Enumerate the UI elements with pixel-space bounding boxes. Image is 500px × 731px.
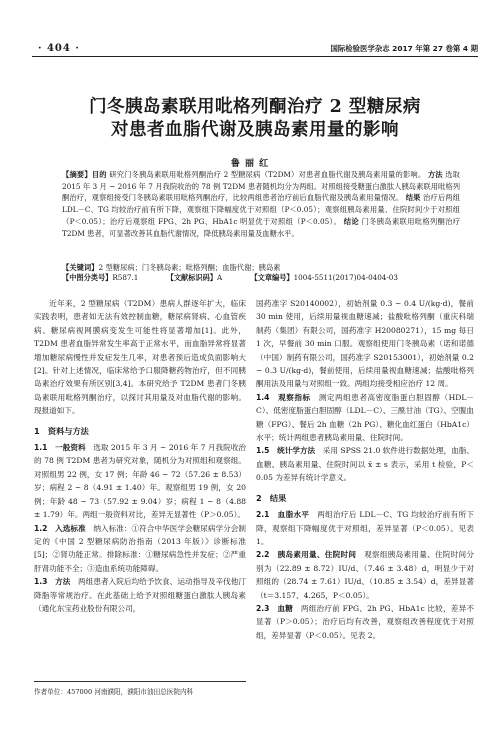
id-label: 【文章编号】: [250, 273, 294, 282]
section-2-1-heading: 2.1 血脂水平: [256, 510, 310, 520]
keywords: [62, 262, 460, 274]
section-1-3: [34, 575, 246, 615]
doc-label: 【文献标识码】: [166, 273, 217, 282]
abstract-label: 【摘要】目的: [62, 170, 107, 179]
section-1-5-heading: 1.5 统计学方法: [256, 446, 316, 456]
abstract-conclusion: 门冬胰岛素联用吡格列酮治疗 T2DM 患者，可显著改善其血脂代谢情况，降低胰岛素用量及血糖水平。: [62, 216, 461, 238]
section-1-1-text: 选取 2015 年 3 月 ~ 2016 年 7 月我院收治的 78 例 T2DM 患者为研究对象，随机分为对照组和观察组。对照组男 22 例，女 17 例；年龄 46 ~ 72（57.26 ± 8.53）岁；病程 2 ~ 8（4.91 ± 1.40）年。观察组男 19 例，女 20 例；年龄 48 ~ 73（57.92 ± 9.04）岁；病程 1 ~ 8（4.88 ± 1.79）年。两组一般资料对比，差异无显著性（P＞0.05）。: [34, 443, 247, 520]
section-1-1-heading: 1.1 一般资料: [34, 443, 86, 453]
section-1-1: [34, 441, 246, 521]
section-2-2-heading: 2.2 胰岛素用量、住院时间: [256, 550, 357, 560]
section-1-heading: 1 资料与方法: [34, 425, 89, 436]
id-value: 1004-5511(2017)04-0404-03: [293, 273, 398, 282]
left-column: [34, 297, 246, 615]
section-1-3-text: 两组患者入院后均给予饮食、运动指导及辛伐他汀降脂等常规治疗。在此基础上给予对照组糖蛋白激肽人胰岛素（通化东宝药业股份有限公司，: [34, 577, 247, 613]
author-affiliation-footnote: 作者单位：457000 河南濮阳，濮阳市油田总医院内科: [34, 681, 246, 696]
article-meta: [62, 273, 424, 283]
section-1-2-text: 纳入标准：①符合中华医学会糖尿病学分会制定的《中国 2 型糖尿病防治指南（2013 年版）》诊断标准[5]；②肾功能正常。排除标准：①糖尿病急性并发症；②严重肝肾功能不全；③造血系统功能障碍。: [34, 523, 247, 573]
clc-value: R587.1: [112, 273, 139, 282]
section-2-2: [256, 548, 474, 602]
method-continued: 国药准字 S20140002），初始剂量 0.3 ~ 0.4 U/(kg·d)，餐前 30 min 使用，后续用量视血糖速减；盐酸吡格列酮（重庆科瑞制药（集团）有限公司，国药准字 H20080271），15 mg 每日 1 次，早餐前 30 min 口服。观察组使用门冬胰岛素（诺和诺德（中国）制药有限公司，国药准字 S20153001），初始剂量 0.2 ~ 0.3 U/(kg·d)，餐前使用，后续用量视血糖速减；盐酸吡格列酮用法及用量与对照组一致。两组均接受相应治疗 12 周。: [256, 299, 474, 389]
header-rule: [32, 56, 478, 57]
abstract-objective: 研究门冬胰岛素联用吡格列酮治疗 2 型糖尿病（T2DM）对患者血脂代谢及胰岛素用量的影响。: [109, 170, 426, 179]
keywords-text: 2 型糖尿病；门冬胰岛素；吡格列酮；血脂代谢；胰岛素: [98, 263, 281, 272]
abstract-method-label: 方法: [427, 170, 443, 179]
doc-value: A: [216, 273, 223, 282]
title-line-2: 对患者血脂代谢及胰岛素用量的影响: [111, 120, 399, 140]
abstract: [62, 169, 460, 239]
abstract-conclusion-label: 结论: [343, 216, 359, 226]
right-column: [256, 297, 474, 642]
abstract-result-label: 结果: [405, 193, 421, 203]
page-number: · 404 ·: [38, 43, 80, 54]
intro-paragraph: 近年来，2 型糖尿病（T2DM）患病人群逐年扩大，临床实践表明，患者如无法有效控制血糖，糖尿病肾病、心血管疾病、糖尿病视网膜病变发生可能性将显著增加[1]。此外，T2DM 患者血脂异常发生率高于正常水平，而血脂异常将显著增加糖尿病慢性并发症发生几率，对患者预后造成负面影响大[2]。针对上述情况，临床常给予口服降糖药物治疗，但不同胰岛素治疗效果有所区别[3,4]。本研究给予 T2DM 患者门冬胰岛素联用吡格列酮治疗，以探讨其用量及对血脂代谢的影响。现报道如下。: [34, 299, 246, 416]
section-1-2: [34, 522, 246, 576]
section-1-3-heading: 1.3 方法: [34, 577, 71, 587]
journal-name: 国际检验医学杂志 2017 年第 27 卷第 4 期: [330, 44, 478, 53]
title-line-1: 门冬胰岛素联用吡格列酮治疗 2 型糖尿病: [89, 97, 421, 117]
abstract-method: 选取 2015 年 3 月 ~ 2016 年 7 月我院收治的 78 例 T2DM 患者随机均分为两组。对照组接受糖蛋白激肽人胰岛素联用吡格列酮治疗，观察组接受门冬胰岛素联用吡格列酮治疗，比较两组患者治疗前后血脂代谢及胰岛素用量情况。: [62, 170, 460, 203]
section-1-4-text: 测定两组患者高密度脂蛋白胆固醇（HDL－C）、低密度脂蛋白胆固醇（LDL－C）、三酰甘油（TG）、空腹血糖（FPG）、餐后 2h 血糖（2h PG）、糖化血红蛋白（HbA1c）水平；统计两组患者胰岛素用量、住院时间。: [256, 392, 474, 443]
section-2-heading: 2 结果: [256, 492, 287, 503]
section-1-4-heading: 1.4 观察指标: [256, 392, 311, 402]
section-2-3-heading: 2.3 血糖: [256, 603, 294, 613]
section-2-3-text: 两组治疗前 FPG、2h PG、HbA1c 比较，差异不显著（P＞0.05）；治疗后均有改善，观察组改善程度优于对照组，差异显著（P＜0.05）。见表 2。: [256, 603, 474, 640]
abstract-result: 治疗后两组 LDL－C、TG 均较治疗前有所下降，观察组下降幅度优于对照组（P＜0.05）；观察组胰岛素用量、住院时间少于对照组（P＜0.05）；治疗后观察组 FPG、2h PG、HbA1c 明显优于对照组（P＜0.05）。: [62, 193, 461, 226]
section-2-3: [256, 602, 474, 642]
section-2-1-text: 两组治疗后 LDL－C、TG 均较治疗前有所下降，观察组下降幅度优于对照组，差异显著（P＜0.05）。见表 1。: [256, 510, 474, 546]
section-1-5: [256, 444, 474, 484]
keywords-label: 【关键词】: [62, 263, 99, 272]
section-1-4: [256, 391, 474, 445]
section-1-2-heading: 1.2 入选标准: [34, 523, 86, 533]
section-2-1: [256, 508, 474, 548]
author: 鲁 丽 红: [230, 159, 270, 169]
section-2-2-text: 观察组胰岛素用量、住院时间分别为（22.89 ± 8.72）IU/d、（7.46 ± 3.48）d，明显少于对照组的（28.74 ± 7.61）IU/d、（10.85 ± 3.54）d，差异显著（t＝3.157、4.265，P＜0.05）。: [256, 550, 475, 600]
section-1-5-text: 采用 SPSS 21.0 软件进行数据处理，血脂、血糖、胰岛素用量、住院时间以 x̄ ± s 表示，采用 t 检验，P＜0.05 为差异有统计学意义。: [256, 446, 475, 483]
clc-label: 【中图分类号】: [62, 273, 113, 282]
